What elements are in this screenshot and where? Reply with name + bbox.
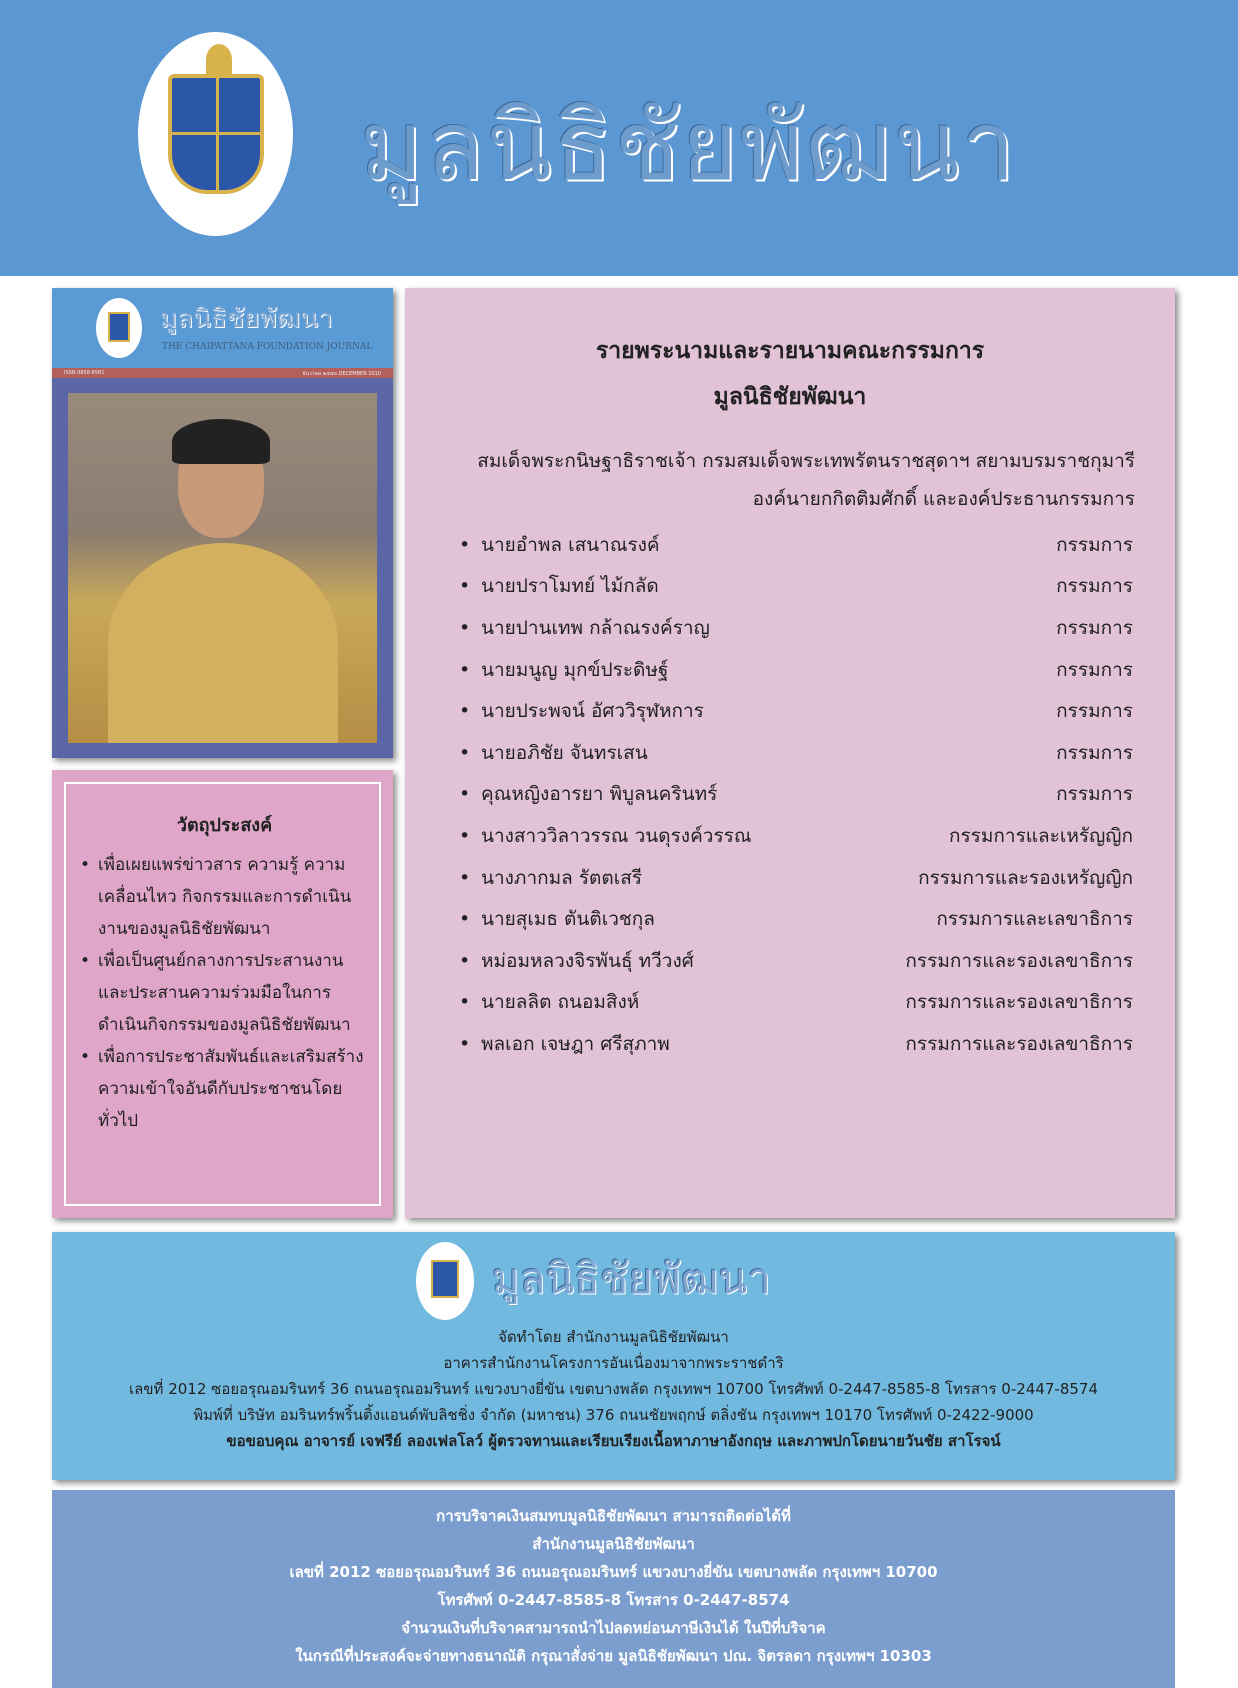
member-name: • นางภากมล รัตตเสรี [481,866,643,889]
member-name: • พลเอก เจษฎา ศรีสุภาพ [481,1032,670,1055]
member-name: • นางสาววิลาวรรณ วนดุรงค์วรรณ [481,824,752,847]
foundation-emblem-logo [138,32,293,236]
donation-line: เลขที่ 2012 ซอยอรุณอมรินทร์ 36 ถนนอรุณอมรินทร์ แขวงบางยี่ขัน เขตบางพลัด กรุงเทพฯ 10700 [289,1563,938,1581]
member-role: กรรมการ [1056,783,1133,806]
objectives-box [52,770,393,1218]
committee-member-row [405,982,1175,1024]
donation-line: ในกรณีที่ประสงค์จะจ่ายทางธนาณัติ กรุณาสั่งจ่าย มูลนิธิชัยพัฒนา ปณ. จิตรลดา กรุงเทพฯ 10303 [295,1647,932,1665]
cover-emblem-logo [96,298,142,358]
committee-member-row [405,649,1175,691]
member-name: • นายมนูญ มุกข์ประดิษฐ์ [481,658,669,681]
committee-member-row [405,815,1175,857]
publisher-footer [52,1232,1175,1480]
member-role: กรรมการและรองเลขาธิการ [905,991,1133,1014]
member-name: • นายปานเทพ กล้าณรงค์ราญ [481,616,710,639]
committee-member-row [405,607,1175,649]
footer-line: เลขที่ 2012 ซอยอรุณอมรินทร์ 36 ถนนอรุณอมรินทร์ แขวงบางยี่ขัน เขตบางพลัด กรุงเทพฯ 10700 โทรศัพท์ 0-2447-8585-8 โทรสาร 0-2447-8574 [128,1380,1099,1398]
committee-box [405,288,1175,1218]
member-name: • หม่อมหลวงจิรพันธุ์ ทวีวงศ์ [481,949,694,972]
committee-member-row [405,940,1175,982]
header-title: มูลนิธิชัยพัฒนา [360,90,1018,202]
committee-member-row [405,898,1175,940]
header-banner [0,0,1238,276]
footer-thanks: ขอขอบคุณ อาจารย์ เจฟรีย์ ลองเฟลโลว์ ผู้ตรวจทานและเรียบเรียงเนื้อหาภาษาอังกฤษ และภาพปกโดยนายวันชัย สาโรจน์ [226,1432,1001,1450]
donation-line: จำนวนเงินที่บริจาคสามารถนำไปลดหย่อนภาษีเงินได้ ในปีที่บริจาค [401,1619,826,1637]
member-name: • นายอภิชัย จันทรเสน [481,741,648,764]
donation-footer [52,1490,1175,1688]
member-role: กรรมการ [1056,533,1133,556]
member-role: กรรมการและรองเลขาธิการ [905,1032,1133,1055]
member-role: กรรมการ [1056,700,1133,723]
member-role: กรรมการ [1056,741,1133,764]
objective-item: • เพื่อเผยแพร่ข่าวสาร ความรู้ ความเคลื่อนไหว กิจกรรมและการดำเนินงานของมูลนิธิชัยพัฒนา [80,849,369,945]
member-name: • นายประพจน์ อัศววิรุฬหการ [481,700,704,723]
cover-subtitle: THE CHAIPATTANA FOUNDATION JOURNAL [162,342,373,352]
committee-subtitle: มูลนิธิชัยพัฒนา [713,384,867,410]
cover-date: ธันวาคม ๒๕๕๓ DECEMBER 2010 [302,371,381,377]
committee-member-row [405,690,1175,732]
committee-member-row [405,857,1175,899]
committee-title: รายพระนามและรายนามคณะกรรมการ [595,338,985,364]
cover-title: มูลนิธิชัยพัฒนา [160,304,333,334]
committee-member-row [405,566,1175,608]
member-name: • นายปราโมทย์ ไม้กลัด [481,575,659,598]
donation-line: โทรศัพท์ 0-2447-8585-8 โทรสาร 0-2447-8574 [437,1591,790,1609]
footer-emblem-logo [416,1242,474,1320]
cover-issn: ISSN 0858-8581 [64,370,105,376]
president-role: องค์นายกกิตติมศักดิ์ และองค์ประธานกรรมการ [752,488,1135,510]
member-name: • คุณหญิงอารยา พิบูลนครินทร์ [481,783,718,806]
journal-cover-image [52,288,393,758]
footer-line: จัดทำโดย สำนักงานมูลนิธิชัยพัฒนา [498,1328,729,1346]
member-role: กรรมการและเลขาธิการ [936,908,1133,931]
footer-title: มูลนิธิชัยพัฒนา [492,1254,771,1303]
committee-member-row [405,732,1175,774]
donation-line: สำนักงานมูลนิธิชัยพัฒนา [532,1535,695,1553]
objective-item: • เพื่อเป็นศูนย์กลางการประสานงานและประสานความร่วมมือในการดำเนินกิจกรรมของมูลนิธิชัยพัฒนา [80,945,369,1041]
committee-member-row [405,774,1175,816]
objective-item: • เพื่อการประชาสัมพันธ์และเสริมสร้างความเข้าใจอันดีกับประชาชนโดยทั่วไป [80,1041,369,1137]
president-line: สมเด็จพระกนิษฐาธิราชเจ้า กรมสมเด็จพระเทพรัตนราชสุดาฯ สยามบรมราชกุมารี [477,450,1135,472]
member-name: • นายอำพล เสนาณรงค์ [481,533,660,556]
objectives-heading: วัตถุประสงค์ [176,815,273,836]
donation-line: การบริจาคเงินสมทบมูลนิธิชัยพัฒนา สามารถติดต่อได้ที่ [436,1507,791,1525]
footer-line: พิมพ์ที่ บริษัท อมรินทร์พริ้นติ้งแอนด์พับลิชชิ่ง จำกัด (มหาชน) 376 ถนนชัยพฤกษ์ ตลิ่งชัน กรุงเทพฯ 10170 โทรศัพท์ 0-2422-9000 [193,1406,1034,1424]
member-name: • นายลลิต ถนอมสิงห์ [481,991,640,1014]
royal-portrait [68,393,377,743]
member-role: กรรมการและรองเลขาธิการ [905,949,1133,972]
member-role: กรรมการ [1056,575,1133,598]
member-role: กรรมการ [1056,658,1133,681]
member-role: กรรมการ [1056,616,1133,639]
member-role: กรรมการและเหรัญญิก [948,824,1133,847]
committee-member-row [405,524,1175,566]
committee-member-row [405,1023,1175,1065]
footer-line: อาคารสำนักงานโครงการอันเนื่องมาจากพระราชดำริ [443,1354,784,1372]
member-role: กรรมการและรองเหรัญญิก [918,866,1133,889]
member-name: • นายสุเมธ ตันติเวชกุล [481,908,655,931]
